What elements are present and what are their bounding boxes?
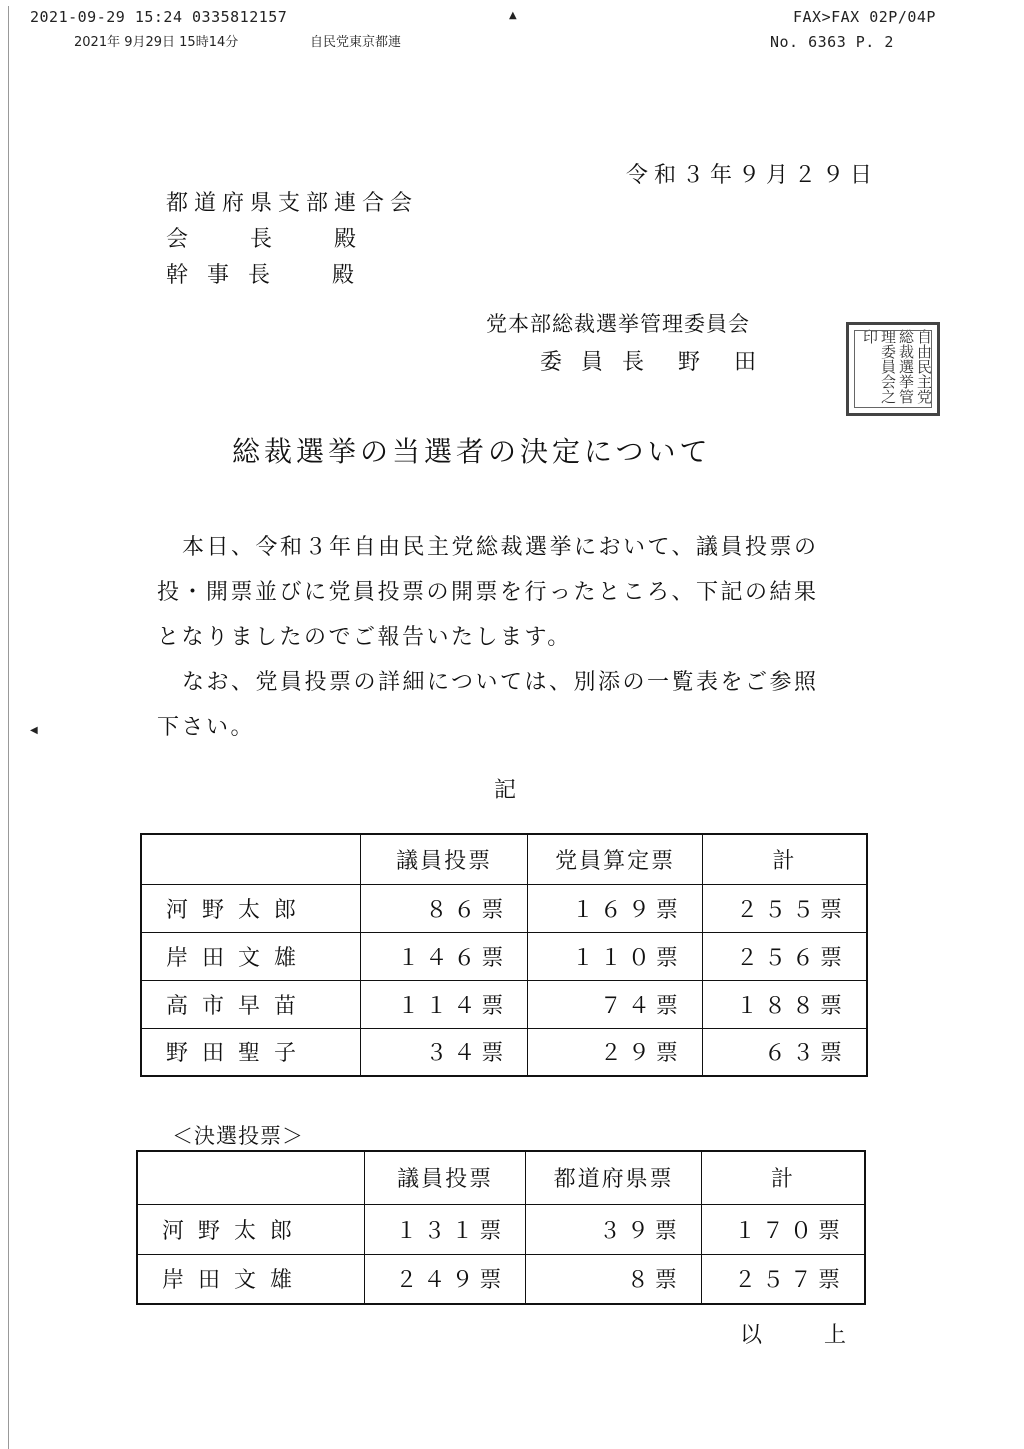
table-row	[137, 1204, 865, 1254]
header-empty	[141, 834, 360, 884]
candidate-name: 岸田文雄	[137, 1254, 364, 1304]
header-prefecture-votes: 都道府県票	[526, 1151, 702, 1204]
header-total: 計	[702, 834, 867, 884]
total-votes: ２５７票	[701, 1254, 865, 1304]
official-seal	[846, 322, 940, 416]
member-votes: ７４票	[528, 980, 703, 1028]
body-p1-line1: 本日、令和３年自由民主党総裁選挙において、議員投票の	[182, 535, 819, 560]
recipient-chair: 会 長 殿	[166, 227, 363, 252]
member-votes: ２９票	[528, 1028, 703, 1076]
body-p2-line2: 下さい。	[157, 715, 256, 740]
body-p2-line1: なお、党員投票の詳細については、別添の一覧表をご参照	[182, 670, 819, 695]
prefecture-votes: ８票	[526, 1254, 702, 1304]
ki-label: 記	[494, 778, 523, 803]
body-p1-line2: 投・開票並びに党員投票の開票を行ったところ、下記の結果	[157, 580, 819, 605]
prefecture-votes: ３９票	[526, 1204, 702, 1254]
fax-number: No. 6363 P. 2	[770, 33, 894, 51]
sender-name: 委 員 長 野 田	[540, 350, 762, 375]
seal-text: 自由民主党総裁選挙管理委員会之印	[861, 329, 933, 404]
scan-marker-top: ▲	[509, 10, 517, 21]
table-header-row	[141, 834, 867, 884]
total-votes: ６３票	[702, 1028, 867, 1076]
table-row	[141, 932, 867, 980]
candidate-name: 河野太郎	[137, 1204, 364, 1254]
diet-votes: １３１票	[364, 1204, 526, 1254]
header-empty	[137, 1151, 364, 1204]
table-row	[141, 1028, 867, 1076]
total-votes: ２５５票	[702, 884, 867, 932]
runoff-table	[136, 1150, 866, 1305]
recipient-secretary: 幹 事 長 殿	[166, 263, 360, 288]
table-row	[141, 980, 867, 1028]
fax-timestamp: 2021-09-29 15:24 0335812157	[30, 8, 288, 26]
fax-page-count: FAX>FAX 02P/04P	[793, 8, 936, 26]
total-votes: １８８票	[702, 980, 867, 1028]
candidate-name: 岸田文雄	[141, 932, 360, 980]
seal-inner-border	[854, 330, 932, 408]
diet-votes: ３４票	[360, 1028, 528, 1076]
table-row	[141, 884, 867, 932]
candidate-name: 高市早苗	[141, 980, 360, 1028]
table-row	[137, 1254, 865, 1304]
body-p1-line3: となりましたのでご報告いたします。	[157, 625, 572, 650]
total-votes: １７０票	[701, 1204, 865, 1254]
document-title: 総裁選挙の当選者の決定について	[232, 435, 712, 468]
header-diet-votes: 議員投票	[360, 834, 528, 884]
diet-votes: １１４票	[360, 980, 528, 1028]
scan-marker-left: ◀	[30, 725, 38, 736]
fax-sent-date: 2021年 9月29日 15時14分	[74, 35, 239, 50]
member-votes: １６９票	[528, 884, 703, 932]
header-diet-votes: 議員投票	[364, 1151, 526, 1204]
sender-org: 党本部総裁選挙管理委員会	[486, 312, 750, 336]
table-header-row	[137, 1151, 865, 1204]
recipient-org: 都道府県支部連合会	[166, 191, 419, 216]
fax-sender: 自民党東京都連	[310, 35, 402, 50]
header-member-votes: 党員算定票	[528, 834, 703, 884]
diet-votes: ２４９票	[364, 1254, 526, 1304]
total-votes: ２５６票	[702, 932, 867, 980]
first-round-table	[140, 833, 868, 1077]
candidate-name: 河野太郎	[141, 884, 360, 932]
runoff-label: ＜決選投票＞	[172, 1124, 304, 1148]
diet-votes: １４６票	[360, 932, 528, 980]
diet-votes: ８６票	[360, 884, 528, 932]
closing-mark: 以 上	[740, 1323, 853, 1348]
header-total: 計	[701, 1151, 865, 1204]
member-votes: １１０票	[528, 932, 703, 980]
candidate-name: 野田聖子	[141, 1028, 360, 1076]
document-date: 令和３年９月２９日	[626, 163, 879, 188]
